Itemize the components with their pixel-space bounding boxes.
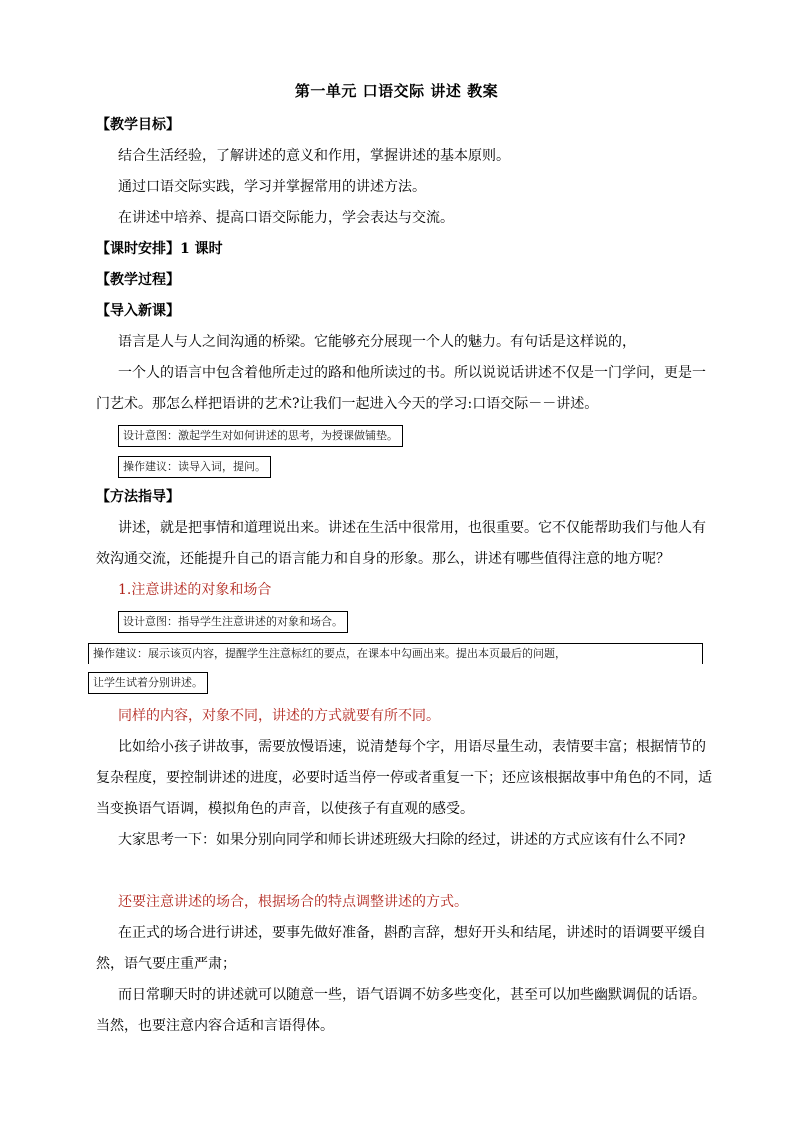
goal-item: 通过口语交际实践，学习并掌握常用的讲述方法。 bbox=[118, 179, 426, 195]
operation-tip-box: 操作建议：读导入词，提问。 bbox=[118, 456, 271, 478]
section-heading-intro: 【导入新课】 bbox=[96, 303, 180, 319]
formal-paragraph: 在正式的场合进行讲述，要事先做好准备，斟酌言辞，想好开头和结尾，讲述时的语调要平缓自 bbox=[118, 925, 706, 941]
intro-paragraph: 门艺术。那怎么样把语讲的艺术?让我们一起进入今天的学习:口语交际－－讲述。 bbox=[96, 396, 599, 412]
operation-tip-box: 操作建议：展示该页内容，提醒学生注意标红的要点，在课本中勾画出来。提出本页最后的问题， bbox=[88, 643, 703, 664]
goal-item: 在讲述中培养、提高口语交际能力，学会表达与交流。 bbox=[118, 210, 454, 226]
page-title: 第一单元 口语交际 讲述 教案 bbox=[294, 82, 499, 100]
section-heading-schedule: 【课时安排】1 课时 bbox=[96, 241, 223, 257]
design-intent-box: 设计意图：激起学生对如何讲述的思考，为授课做铺垫。 bbox=[118, 425, 403, 447]
design-intent-box: 设计意图：指导学生注意讲述的对象和场合。 bbox=[118, 611, 348, 633]
example-paragraph: 当变换语气语调，模拟角色的声音，以使孩子有直观的感受。 bbox=[96, 801, 474, 817]
goal-item: 结合生活经验，了解讲述的意义和作用，掌握讲述的基本原则。 bbox=[118, 148, 510, 164]
point-heading: 1.注意讲述的对象和场合 bbox=[118, 582, 272, 598]
formal-paragraph: 然，语气要庄重严肃； bbox=[96, 956, 236, 972]
method-paragraph: 讲述，就是把事情和道理说出来。讲述在生活中很常用，也很重要。它不仅能帮助我们与他人有 bbox=[118, 520, 706, 536]
key-point-text: 同样的内容，对象不同，讲述的方式就要有所不同。 bbox=[118, 708, 440, 724]
section-heading-process: 【教学过程】 bbox=[96, 272, 180, 288]
section-heading-method: 【方法指导】 bbox=[96, 489, 180, 505]
casual-paragraph: 当然，也要注意内容合适和言语得体。 bbox=[96, 1018, 334, 1034]
example-paragraph: 比如给小孩子讲故事，需要放慢语速，说清楚每个字，用语尽量生动，表情要丰富；根据情节的 bbox=[118, 739, 706, 755]
discussion-question: 大家思考一下：如果分别向同学和师长讲述班级大扫除的经过，讲述的方式应该有什么不同? bbox=[118, 832, 686, 848]
method-paragraph: 效沟通交流，还能提升自己的语言能力和自身的形象。那么，讲述有哪些值得注意的地方呢？ bbox=[96, 551, 670, 567]
section-heading-goals: 【教学目标】 bbox=[96, 117, 180, 133]
key-point-text: 还要注意讲述的场合，根据场合的特点调整讲述的方式。 bbox=[118, 894, 468, 910]
operation-tip-box-continued: 让学生试着分别讲述。 bbox=[88, 672, 208, 694]
example-paragraph: 复杂程度，要控制讲述的进度，必要时适当停一停或者重复一下；还应该根据故事中角色的不同，适 bbox=[96, 770, 712, 786]
intro-paragraph: 一个人的语言中包含着他所走过的路和他所读过的书。所以说说话讲述不仅是一门学问，更是一 bbox=[118, 365, 706, 381]
intro-paragraph: 语言是人与人之间沟通的桥梁。它能够充分展现一个人的魅力。有句话是这样说的， bbox=[118, 334, 636, 350]
casual-paragraph: 而日常聊天时的讲述就可以随意一些，语气语调不妨多些变化，甚至可以加些幽默调侃的话语。 bbox=[118, 987, 706, 1003]
